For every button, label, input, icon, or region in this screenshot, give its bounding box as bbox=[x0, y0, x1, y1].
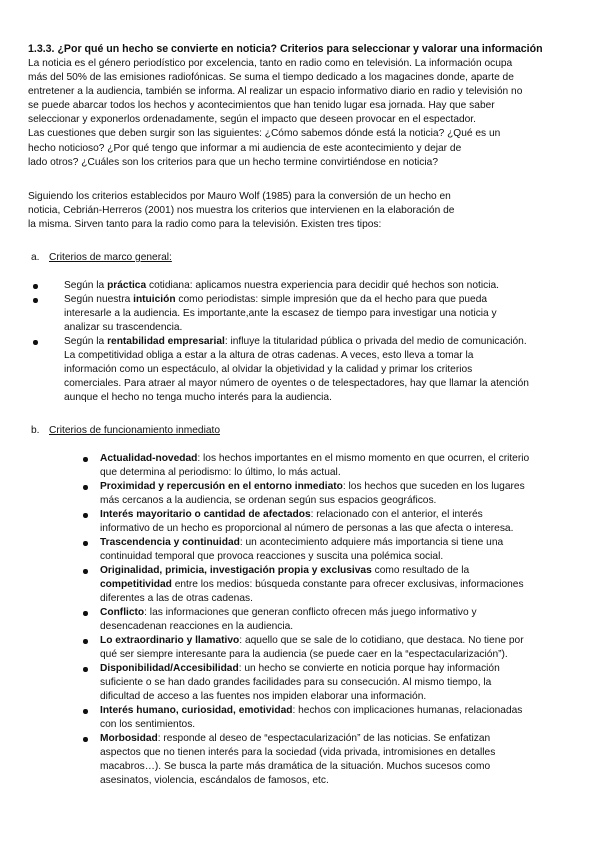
bullet-item bbox=[78, 480, 578, 508]
criteria-intro-paragraph bbox=[28, 190, 578, 232]
bold-term: Actualidad-novedad bbox=[100, 453, 198, 464]
section-b-list bbox=[78, 452, 578, 788]
bullet-item bbox=[78, 606, 578, 634]
bullet-dot-icon bbox=[83, 709, 88, 714]
section-a-title: Criterios de marco general: bbox=[49, 252, 172, 263]
paragraph-line: noticia, Cebrián-Herreros (2001) nos muestra los criterios que intervienen en la elaboración de bbox=[28, 205, 455, 217]
line-text: Según nuestra bbox=[64, 294, 134, 305]
line-text: : hechos con implicaciones humanas, relacionadas bbox=[292, 705, 523, 716]
line-text: qué ser siempre interesante para la audiencia (se puede caer en la “espectacularización”). bbox=[100, 649, 508, 660]
line-text: : un hecho se convierte en noticia porque hay información bbox=[238, 663, 500, 674]
line-text: más cercanos a la audiencia, se ordenan según sus espacios geográficos. bbox=[100, 495, 437, 506]
bullet-item bbox=[78, 536, 578, 564]
bullet-item bbox=[78, 704, 578, 732]
bullet-line bbox=[64, 307, 573, 321]
line-text: suficiente o se han dado grandes facilidades para su consecución. Al mismo tiempo, la bbox=[100, 677, 492, 688]
section-b-heading bbox=[31, 424, 220, 438]
bullet-item bbox=[28, 293, 573, 335]
bullet-item bbox=[78, 662, 578, 704]
bullet-line bbox=[100, 606, 578, 620]
bullet-line bbox=[100, 494, 578, 508]
paragraph-line: hecho noticioso? ¿Por qué tengo que informar a mi audiencia de este acontecimiento y dejar de bbox=[28, 142, 462, 154]
bullet-line bbox=[100, 704, 578, 718]
section-a-label: a. bbox=[31, 252, 40, 263]
line-text: como resultado de la bbox=[371, 565, 470, 576]
bullet-line bbox=[100, 592, 578, 606]
bold-term: Trascendencia y continuidad bbox=[100, 537, 240, 548]
bullet-dot-icon bbox=[83, 611, 88, 616]
bold-term: Proximidad y repercusión en el entorno inmediato bbox=[100, 481, 343, 492]
bullet-line bbox=[100, 452, 578, 466]
section-b-label: b. bbox=[31, 425, 40, 436]
line-text: La competitividad obliga a estar a la altura de otras cadenas. A veces, esto lleva a tomar la bbox=[64, 350, 474, 361]
bullet-item bbox=[78, 452, 578, 480]
bullet-line bbox=[100, 662, 578, 676]
line-text: interesarle a la audiencia. Es importante,ante la escasez de tiempo para investigar una noticia y bbox=[64, 308, 497, 319]
bullet-dot-icon bbox=[33, 340, 38, 345]
bullet-line bbox=[100, 634, 578, 648]
section-heading: 1.3.3. ¿Por qué un hecho se convierte en noticia? Criterios para seleccionar y valorar una información bbox=[28, 43, 543, 55]
section-b-title: Criterios de funcionamiento inmediato bbox=[49, 425, 221, 436]
line-text: con los sentimientos. bbox=[100, 719, 196, 730]
bold-term: rentabilidad empresarial bbox=[107, 336, 225, 347]
line-text: : aquello que se sale de lo cotidiano, que destaca. No tiene por bbox=[239, 635, 524, 646]
bold-term: competitividad bbox=[100, 579, 172, 590]
line-text: aspectos que no tienen interés para la sociedad (vida privada, intromisiones en detalles bbox=[100, 747, 496, 758]
bullet-line bbox=[100, 536, 578, 550]
bullet-dot-icon bbox=[83, 737, 88, 742]
line-text: cotidiana: aplicamos nuestra experiencia para decidir qué hechos son noticia. bbox=[146, 280, 499, 291]
section-a-list bbox=[28, 279, 573, 405]
line-text: Según la bbox=[64, 336, 108, 347]
bullet-line bbox=[100, 564, 578, 578]
bullet-line bbox=[100, 578, 578, 592]
bullet-line bbox=[100, 746, 578, 760]
bullet-dot-icon bbox=[83, 485, 88, 490]
bold-term: Lo extraordinario y llamativo bbox=[100, 635, 240, 646]
bullet-line bbox=[100, 550, 578, 564]
intro-paragraph bbox=[28, 57, 578, 170]
paragraph-line: entretener a la audiencia, también se informa. Al realizar un espacio informativo diario en radio y televisión no bbox=[28, 86, 523, 98]
bullet-line bbox=[64, 349, 573, 363]
bullet-item bbox=[28, 279, 573, 293]
line-text: informativo de un hecho es proporcional al número de personas a las que afecta o interesa. bbox=[100, 523, 514, 534]
line-text: Según la bbox=[64, 280, 108, 291]
line-text: : influye la titularidad pública o privada del medio de comunicación. bbox=[224, 336, 527, 347]
bullet-item bbox=[78, 508, 578, 536]
bullet-line bbox=[64, 363, 573, 377]
bold-term: Interés humano, curiosidad, emotividad bbox=[100, 705, 293, 716]
line-text: dificultad de acceso a las fuentes nos impiden elaborar una información. bbox=[100, 691, 427, 702]
line-text: continuidad temporal que provoca reacciones y suscita una polémica social. bbox=[100, 551, 444, 562]
bullet-item bbox=[28, 335, 573, 405]
bullet-line bbox=[100, 732, 578, 746]
bullet-dot-icon bbox=[83, 541, 88, 546]
bold-term: Disponibilidad/Accesibilidad bbox=[100, 663, 239, 674]
bold-term: Interés mayoritario o cantidad de afectados bbox=[100, 509, 311, 520]
bullet-line bbox=[100, 718, 578, 732]
bullet-line bbox=[100, 480, 578, 494]
paragraph-line: más del 50% de las emisiones radiofónicas. Se suma el tiempo dedicado a los magacines donde, aparte de bbox=[28, 72, 514, 84]
bullet-line bbox=[100, 690, 578, 704]
bullet-dot-icon bbox=[83, 513, 88, 518]
line-text: analizar su trascendencia. bbox=[64, 322, 183, 333]
line-text: como periodistas: simple impresión que da el hecho para que pueda bbox=[175, 294, 488, 305]
bullet-line bbox=[100, 620, 578, 634]
line-text: desencadenan reacciones en la audiencia. bbox=[100, 621, 294, 632]
line-text: diferentes a las de otras cadenas. bbox=[100, 593, 253, 604]
bullet-line bbox=[64, 335, 573, 349]
bullet-line bbox=[64, 377, 573, 391]
bold-term: Originalidad, primicia, investigación propia y exclusivas bbox=[100, 565, 372, 576]
paragraph-line: La noticia es el género periodístico por excelencia, tanto en radio como en televisión. La información ocupa bbox=[28, 58, 513, 69]
line-text: macabros…). Se busca la parte más dramática de la situación. Muchos sucesos como bbox=[100, 761, 491, 772]
line-text: asesinatos, violencia, escándalos de famosos, etc. bbox=[100, 775, 329, 786]
line-text: comerciales. Para atraer al mayor número de oyentes o de telespectadores, hay que llamar la atención bbox=[64, 378, 529, 389]
bullet-dot-icon bbox=[33, 298, 38, 303]
bullet-dot-icon bbox=[33, 284, 38, 289]
bullet-dot-icon bbox=[83, 667, 88, 672]
bullet-line bbox=[100, 466, 578, 480]
line-text: información como un espectáculo, al olvidar la objetividad y la calidad y primar los criterios bbox=[64, 364, 473, 375]
bullet-dot-icon bbox=[83, 639, 88, 644]
bold-term: Conflicto bbox=[100, 607, 145, 618]
paragraph-line: Las cuestiones que deben surgir son las siguientes: ¿Cómo sabemos dónde está la noticia? ¿Qué es un bbox=[28, 128, 501, 140]
section-a-heading bbox=[31, 251, 172, 265]
paragraph-line: la misma. Sirven tanto para la radio como para la televisión. Existen tres tipos: bbox=[28, 219, 382, 231]
bullet-line bbox=[100, 676, 578, 690]
bullet-line bbox=[100, 648, 578, 662]
paragraph-line: se puede abarcar todos los hechos y acontecimientos que han tenido lugar esa jornada. Hay que saber bbox=[28, 100, 495, 112]
paragraph-line: seleccionar y exponerlos ordenadamente, según el impacto que deseen provocar en el espectador. bbox=[28, 114, 476, 126]
line-text: aunque el hecho no tenga mucho interés para la audiencia. bbox=[64, 392, 332, 403]
bullet-line bbox=[100, 508, 578, 522]
bullet-dot-icon bbox=[83, 457, 88, 462]
bullet-line bbox=[100, 522, 578, 536]
bold-term: intuición bbox=[133, 294, 176, 305]
bullet-line bbox=[64, 321, 573, 335]
bold-term: práctica bbox=[107, 280, 147, 291]
bullet-line bbox=[64, 391, 573, 405]
bullet-line bbox=[64, 279, 573, 293]
bullet-line bbox=[100, 774, 578, 788]
bold-term: Morbosidad bbox=[100, 733, 158, 744]
line-text: : relacionado con el anterior, el interés bbox=[310, 509, 483, 520]
line-text: entre los medios: búsqueda constante para ofrecer exclusivas, informaciones bbox=[171, 579, 524, 590]
bullet-dot-icon bbox=[83, 569, 88, 574]
bullet-item bbox=[78, 634, 578, 662]
line-text: que determina al periodismo: lo último, lo más actual. bbox=[100, 467, 341, 478]
bullet-line bbox=[64, 293, 573, 307]
line-text: : responde al deseo de “espectacularización” de las noticias. Se enfatizan bbox=[157, 733, 491, 744]
bullet-item bbox=[78, 564, 578, 606]
line-text: : los hechos que suceden en los lugares bbox=[342, 481, 525, 492]
paragraph-line: Siguiendo los criterios establecidos por Mauro Wolf (1985) para la conversión de un hecho en bbox=[28, 191, 451, 202]
line-text: : un acontecimiento adquiere más importancia si tiene una bbox=[239, 537, 504, 548]
bullet-line bbox=[100, 760, 578, 774]
line-text: : los hechos importantes en el mismo momento en que ocurren, el criterio bbox=[197, 453, 530, 464]
paragraph-line: lado otros? ¿Cuáles son los criterios para que un hecho termine convirtiéndose en noticia? bbox=[28, 156, 438, 168]
line-text: : las informaciones que generan conflicto ofrecen más juego informativo y bbox=[144, 607, 477, 618]
bullet-item bbox=[78, 732, 578, 788]
